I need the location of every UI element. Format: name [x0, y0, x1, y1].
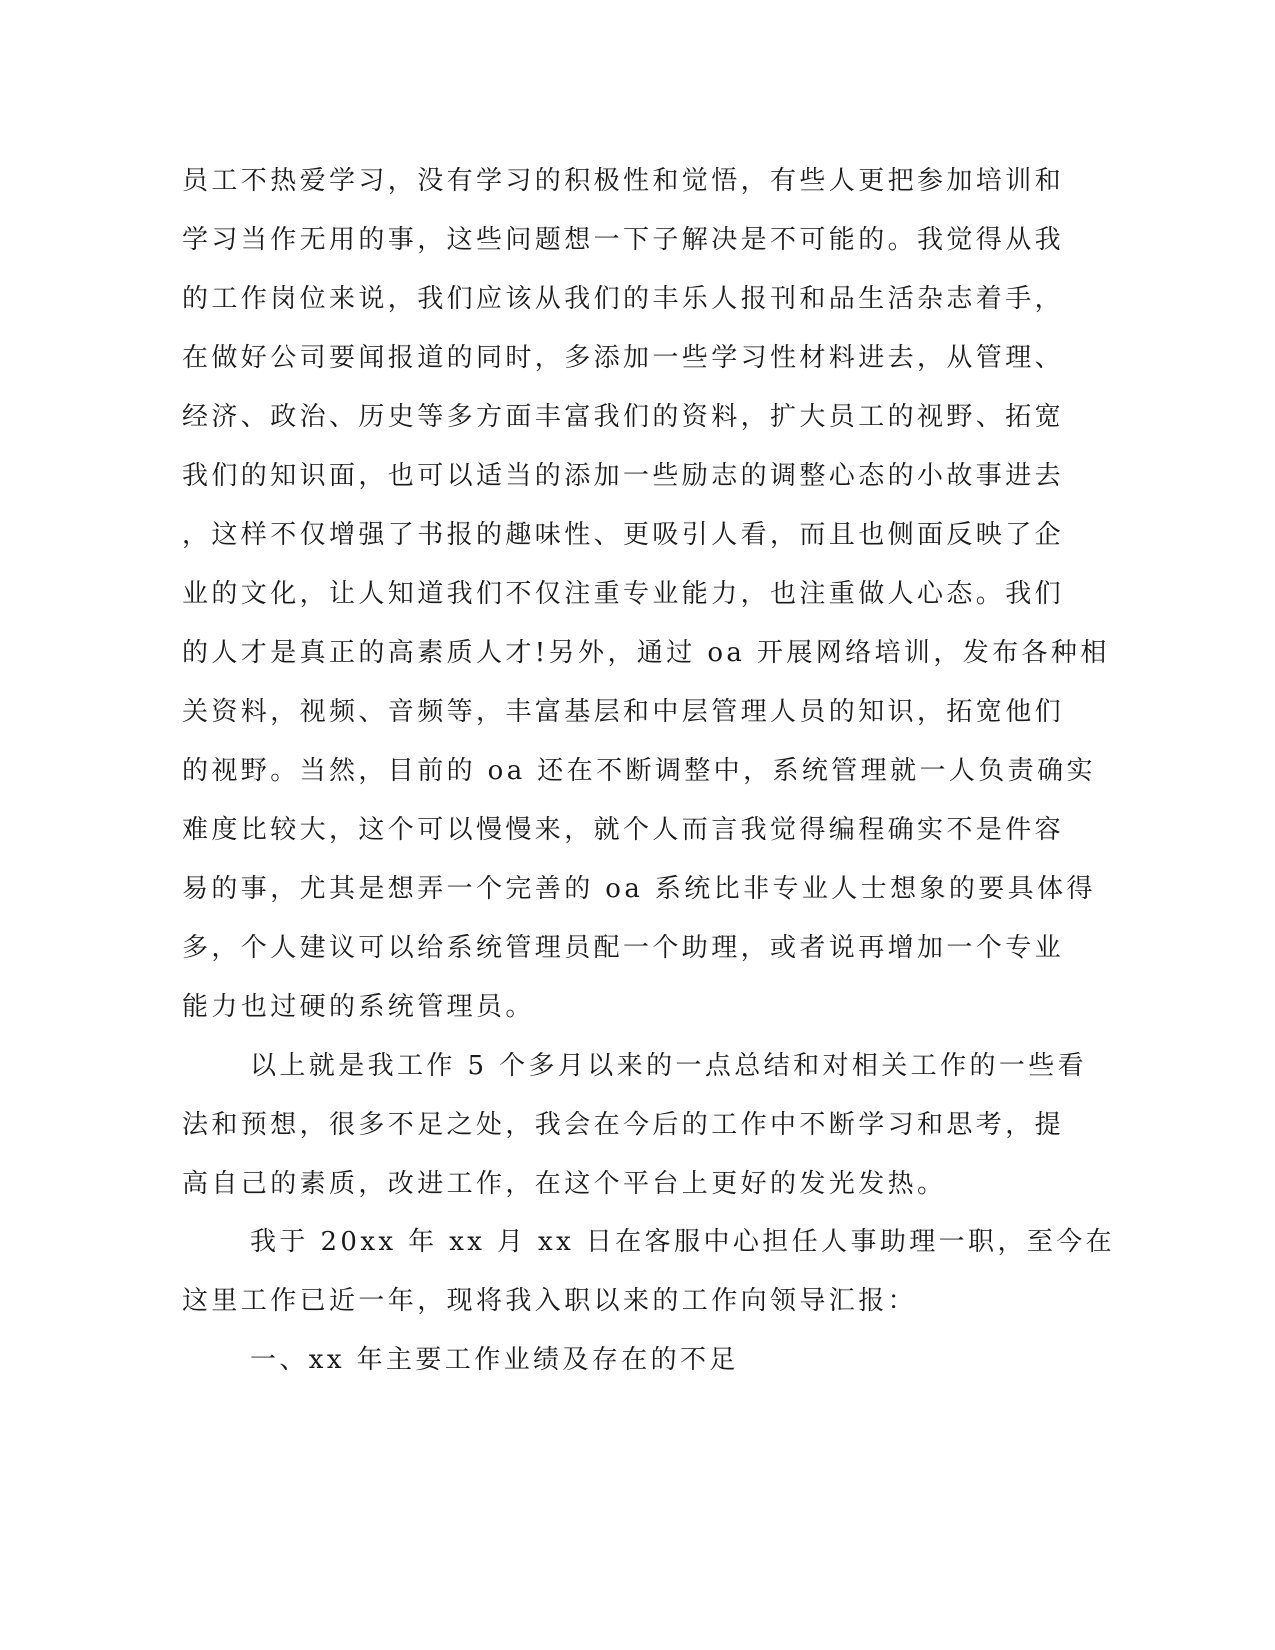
- text-line: 学习当作无用的事，这些问题想一下子解决是不可能的。我觉得从我: [182, 225, 1065, 255]
- text-line: 易的事，尤其是想弄一个完善的 oa 系统比非专业人士想象的要具体得: [182, 874, 1096, 904]
- text-line: 在做好公司要闻报道的同时，多添加一些学习性材料进去，从管理、: [182, 343, 1065, 373]
- text-line: 的工作岗位来说，我们应该从我们的丰乐人报刊和品生活杂志着手，: [182, 284, 1065, 314]
- text-line: 我们的知识面，也可以适当的添加一些励志的调整心态的小故事进去: [182, 461, 1065, 491]
- text-line: 多，个人建议可以给系统管理员配一个助理，或者说再增加一个专业: [182, 933, 1065, 963]
- text-line: 这里工作已近一年，现将我入职以来的工作向领导汇报：: [182, 1286, 918, 1316]
- text-line: 员工不热爱学习，没有学习的积极性和觉悟，有些人更把参加培训和: [182, 166, 1065, 196]
- text-line: 业的文化，让人知道我们不仅注重专业能力，也注重做人心态。我们: [182, 579, 1065, 609]
- section-heading: 一、xx 年主要工作业绩及存在的不足: [250, 1345, 739, 1375]
- text-line: 能力也过硬的系统管理员。: [182, 992, 535, 1022]
- text-line: 的人才是真正的高素质人才!另外，通过 oa 开展网络培训，发布各种相: [182, 638, 1110, 668]
- text-line: 难度比较大，这个可以慢慢来，就个人而言我觉得编程确实不是件容: [182, 815, 1065, 845]
- text-line: 经济、政治、历史等多方面丰富我们的资料，扩大员工的视野、拓宽: [182, 402, 1065, 432]
- text-line: ，这样不仅增强了书报的趣味性、更吸引人看，而且也侧面反映了企: [182, 520, 1065, 550]
- text-line: 法和预想，很多不足之处，我会在今后的工作中不断学习和思考，提: [182, 1110, 1065, 1140]
- paragraph-first-line: 我于 20xx 年 xx 月 xx 日在客服中心担任人事助理一职，至今在: [250, 1227, 1116, 1257]
- text-line: 高自己的素质，改进工作，在这个平台上更好的发光发热。: [182, 1169, 947, 1199]
- text-line: 关资料，视频、音频等，丰富基层和中层管理人员的知识，拓宽他们: [182, 697, 1065, 727]
- paragraph-first-line: 以上就是我工作 5 个多月以来的一点总结和对相关工作的一些看: [250, 1051, 1088, 1081]
- text-line: 的视野。当然，目前的 oa 还在不断调整中，系统管理就一人负责确实: [182, 756, 1096, 786]
